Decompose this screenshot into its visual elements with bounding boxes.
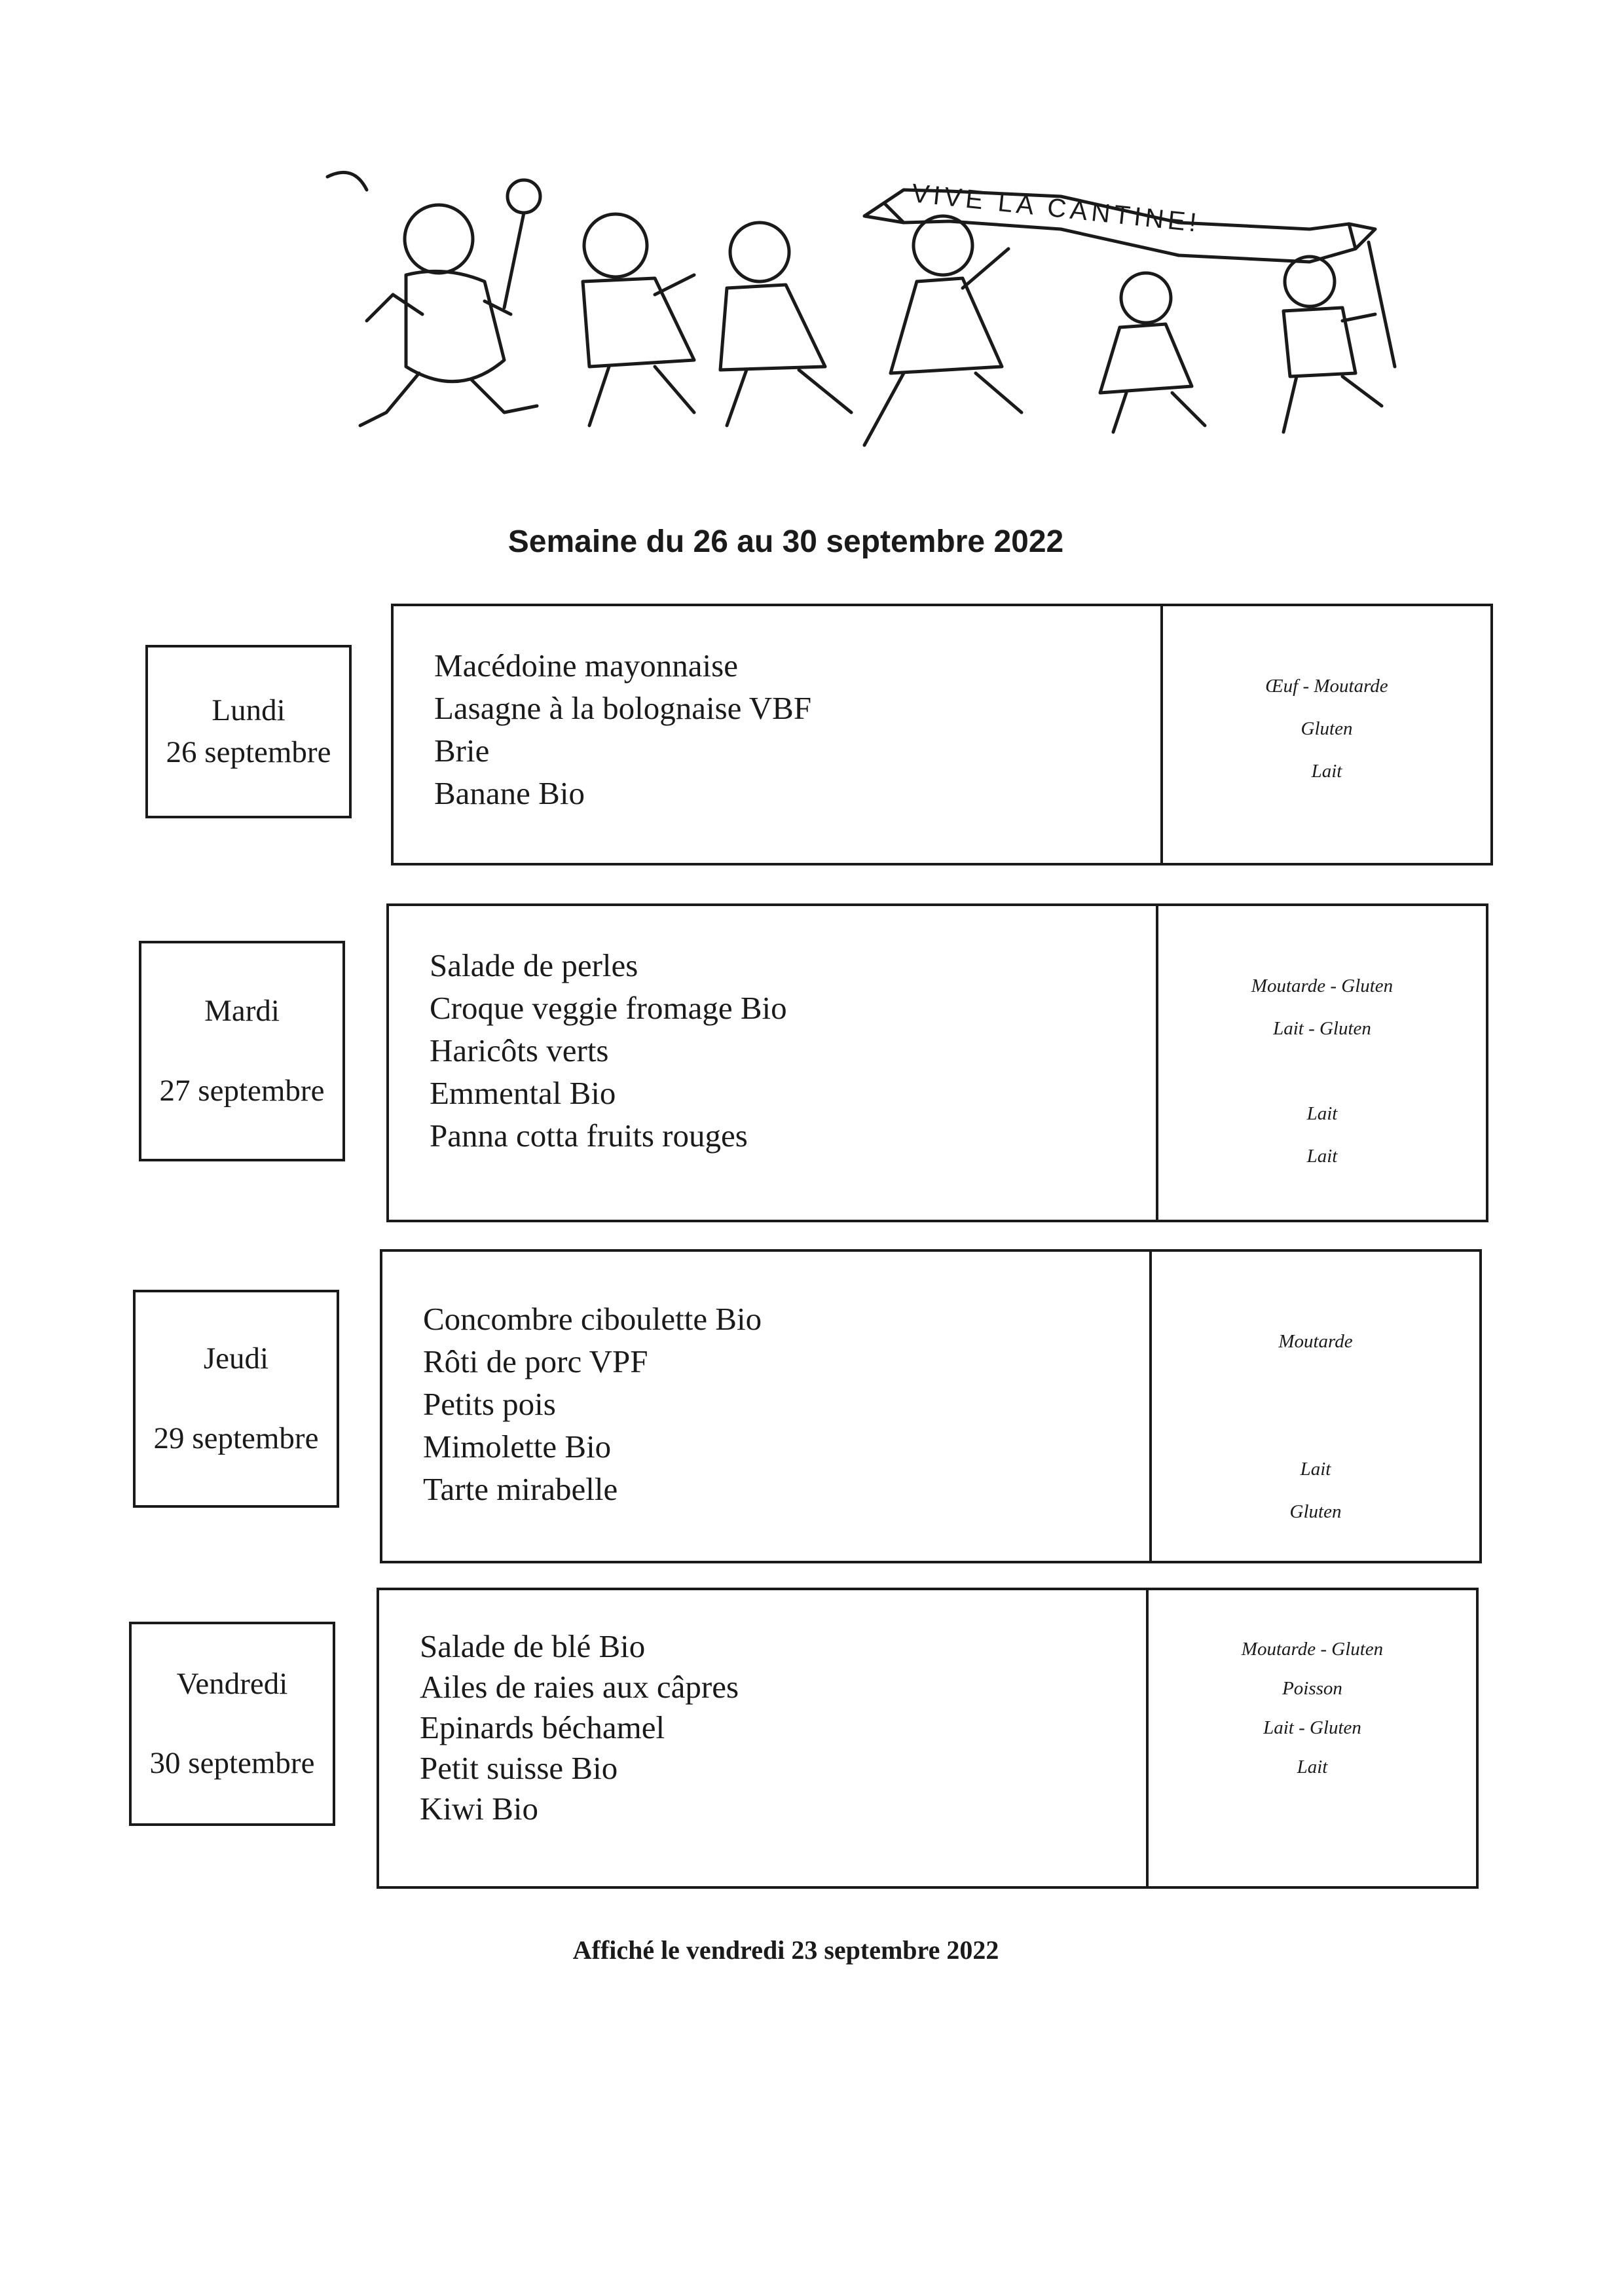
- dish-item: Epinards béchamel: [420, 1709, 665, 1745]
- day-name: Jeudi: [203, 1341, 269, 1376]
- allergen-item: Lait: [1297, 1757, 1328, 1777]
- menu-box-mardi: [386, 903, 1488, 1222]
- dish-item: Petits pois: [423, 1386, 556, 1422]
- dish-item: Tarte mirabelle: [423, 1471, 618, 1507]
- day-name: Lundi: [212, 693, 286, 728]
- allergen-item: Lait - Gluten: [1273, 1018, 1371, 1039]
- dish-item: Rôti de porc VPF: [423, 1343, 648, 1379]
- dish-item: Ailes de raies aux câpres: [420, 1669, 739, 1705]
- day-box-jeudi: [133, 1290, 339, 1508]
- menu-box-lundi: [391, 604, 1493, 866]
- dishes-column: [389, 906, 1158, 1220]
- dish-item: Mimolette Bio: [423, 1429, 612, 1465]
- dishes-column: [382, 1252, 1152, 1561]
- allergens-column: [1158, 906, 1486, 1220]
- page-title: Semaine du 26 au 30 septembre 2022: [507, 524, 1064, 559]
- day-date: 30 septembre: [149, 1746, 315, 1780]
- allergen-item: Moutarde: [1278, 1331, 1353, 1352]
- day-box-mardi: [139, 941, 345, 1161]
- dish-item: Concombre ciboulette Bio: [423, 1301, 762, 1337]
- allergen-item: Œuf - Moutarde: [1265, 676, 1388, 697]
- dish-item: Brie: [434, 733, 490, 769]
- dishes-column: [379, 1590, 1149, 1886]
- allergen-item: Moutarde - Gluten: [1251, 975, 1393, 996]
- dish-item: Salade de blé Bio: [420, 1628, 646, 1664]
- dish-item: Banane Bio: [434, 775, 585, 811]
- cantine-illustration: [196, 151, 1408, 491]
- allergen-item-empty: [1152, 1363, 1479, 1406]
- allergen-item: Poisson: [1282, 1678, 1342, 1699]
- dish-item: Salade de perles: [430, 947, 638, 983]
- day-name: Vendredi: [176, 1666, 288, 1701]
- day-date: 27 septembre: [159, 1073, 325, 1108]
- dish-item: Croque veggie fromage Bio: [430, 990, 787, 1026]
- day-name: Mardi: [204, 994, 280, 1029]
- day-date: 29 septembre: [153, 1421, 319, 1455]
- allergen-item: Gluten: [1289, 1501, 1342, 1522]
- allergen-item: Lait - Gluten: [1263, 1717, 1361, 1738]
- allergens-column: [1152, 1252, 1479, 1561]
- dish-item: Lasagne à la bolognaise VBF: [434, 690, 812, 726]
- dish-item: Haricôts verts: [430, 1032, 609, 1068]
- allergens-column: [1163, 606, 1490, 863]
- dish-item: Panna cotta fruits rouges: [430, 1118, 748, 1154]
- allergen-item-empty: [1152, 1406, 1479, 1448]
- allergen-item: Lait: [1306, 1103, 1338, 1124]
- svg-text:VIVE LA CANTINE!: VIVE LA CANTINE!: [910, 179, 1202, 238]
- posting-date: Affiché le vendredi 23 septembre 2022: [572, 1935, 999, 1965]
- day-box-lundi: [145, 645, 352, 818]
- dish-item: Macédoine mayonnaise: [434, 647, 738, 683]
- dish-item: Petit suisse Bio: [420, 1750, 618, 1786]
- allergen-item: Moutarde - Gluten: [1241, 1639, 1384, 1660]
- allergen-item: Lait: [1311, 761, 1342, 782]
- day-box-vendredi: [129, 1622, 335, 1826]
- allergen-item-empty: [1158, 1050, 1486, 1093]
- allergen-item: Lait: [1300, 1459, 1331, 1480]
- menu-box-vendredi: [377, 1588, 1479, 1889]
- day-date: 26 septembre: [166, 735, 331, 769]
- dish-item: Emmental Bio: [430, 1075, 616, 1111]
- allergen-item: Lait: [1306, 1146, 1338, 1167]
- allergens-column: [1149, 1590, 1476, 1886]
- dish-item: Kiwi Bio: [420, 1791, 539, 1827]
- menu-box-jeudi: [380, 1249, 1482, 1563]
- allergen-item: Gluten: [1301, 718, 1353, 739]
- dishes-column: [394, 606, 1163, 863]
